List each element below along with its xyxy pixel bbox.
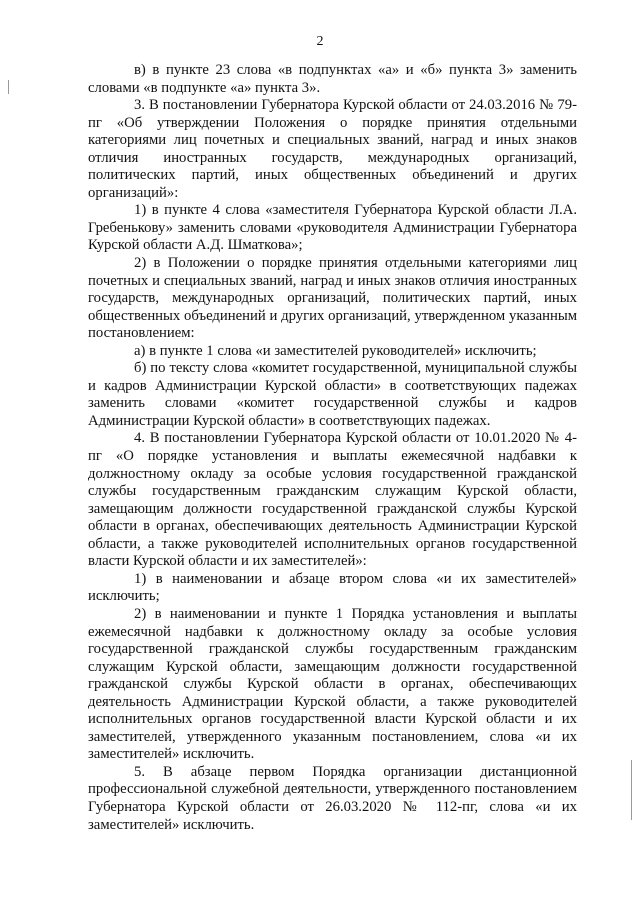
scan-edge-mark-left xyxy=(8,80,9,94)
paragraph-item-4-2: 2) в наименовании и пункте 1 Порядка установления и выплаты ежемесячной надбавки к должностному окладу за особые условия государственной гражданской службы государственным гражданским служащим Курской области, замещающим должности государственной гражданской службы Курской области в органах, обеспечивающих деятельность Администрации Курской области, а также руководителей исполнительных органов государственной власти Курской области и их заместителей, утвержденного указанным постановлением, слова «и их заместителей» исключить. xyxy=(88,605,577,763)
paragraph-item-3-1: 1) в пункте 4 слова «заместителя Губернатора Курской области Л.А. Гребенькову» заменить словами «руководителя Администрации Губернатора Курской области А.Д. Шматкова»; xyxy=(88,202,577,254)
paragraph-item-4-1: 1) в наименовании и абзаце втором слова «и их заместителей» исключить; xyxy=(88,570,577,605)
document-body xyxy=(88,62,577,834)
paragraph-item-3: 3. В постановлении Губернатора Курской области от 24.03.2016 № 79-пг «Об утверждении Положения о порядке принятия отдельными категориями лиц почетных и специальных званий, наград и иных знаков отличия иностранных государств, международных организаций, политических партий, иных общественных объединений и других организаций»: xyxy=(88,97,577,201)
paragraph-item-5: 5. В абзаце первом Порядка организации дистанционной профессиональной служебной деятельности, утвержденного постановлением Губернатора Курской области от 26.03.2020 № 112-пг, слова «и их заместителей» исключить. xyxy=(88,763,577,833)
page-number: 2 xyxy=(316,34,324,49)
scan-edge-mark-right xyxy=(631,760,632,820)
paragraph-item-3-2-b: б) по тексту слова «комитет государственной, муниципальной службы и кадров Администрации Курской области» в соответствующих падежах заменить словами «комитет государственной службы и кадров Администрации Курской области» в соответствующих падежах. xyxy=(88,360,577,429)
paragraph-item-3-2: 2) в Положении о порядке принятия отдельными категориями лиц почетных и специальных званий, наград и иных знаков отличия иностранных государств, международных организаций, политических партий, иных общественных объединений и других организаций, утвержденном указанным постановлением: xyxy=(88,255,577,342)
paragraph-subpoint-v: в) в пункте 23 слова «в подпунктах «а» и «б» пункта 3» заменить словами «в подпункте «а» пункта 3». xyxy=(88,62,577,96)
paragraph-item-3-2-a: а) в пункте 1 слова «и заместителей руководителей» исключить; xyxy=(134,342,537,359)
paragraph-item-4: 4. В постановлении Губернатора Курской области от 10.01.2020 № 4-пг «О порядке установления и выплаты ежемесячной надбавки к должностному окладу за особые условия государственной гражданской службы государственным гражданским служащим Курской области, замещающим должности государственной гражданской службы Курской области в органах, обеспечивающих деятельность Администрации Курской области, а также руководителей исполнительных органов государственной власти Курской области и их заместителей»: xyxy=(88,430,577,570)
